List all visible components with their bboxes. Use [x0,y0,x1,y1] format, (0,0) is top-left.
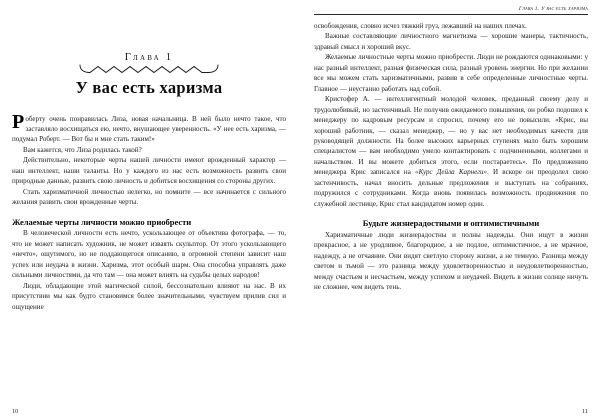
zigzag-ornament-icon [74,63,224,76]
page-number: 11 [582,408,588,415]
page-number: 10 [12,408,19,415]
course-title: «Курс Дейла Карнеги» [415,168,488,177]
paragraph: освобождения, словно исчез тяжкий груз, лежавший на наших плечах. [314,22,527,30]
paragraph: В человеческой личности есть нечто, ускользающее от объектива фотографа, — то, что не может написать художник, не может изваять скульптор. От этого ускользающего «нечто», ощутимого, но не поддающегося описанию, в огромной степени зависит наш успех или неудача в жизни. Харизма, этот особый шарм. Она способна управлять даже сильными личностями, да что там — она может влиять на судьбы целых народов! [12,229,286,280]
right-page [300,0,600,420]
paragraph-story [314,94,588,209]
section-heading: Желаемые черты личности можно приобрести [12,216,192,227]
paragraph: Желаемые личностные черты можно приобрести. Люди не рождаются одинаковыми: у нас разный интеллект, разная физическая сила, разный уровень энергии. Но при желании все мы можем стать харизматичными, развив в себе определенные личностные черты. Главное — неустанно работать над собой. [314,53,588,93]
chapter-label: Глава 1 [124,52,174,63]
story-text-part2: . И вскоре он преодолел свою застенчивость, начал вносить дельные предложения и выступать на собраниях, подружился с сотрудниками. Когда вновь появилась возможность продвижения по служебной лестнице, Крис стал кандидатом номер один. [314,168,588,208]
paragraph: Вам кажется, что Лиза родилась такой? [23,145,142,154]
paragraph: Стать харизматичной личностью нелегко, но помните — все начинается с сильного желания развить свои врожденные черты. [12,187,286,207]
chapter-title: У вас есть харизма [75,77,223,97]
chapter-opener [12,52,286,98]
story-text-part1: Кристофер А. — интеллигентный молодой человек, преданный своему делу и трудолюбивый, но застенчивый. Не получив ожидаемого повышения, он робко подошел к менеджеру по кадровым ресурсам и спросил, почему его не повысили. «Крис, вы хороший работник, — сказал менеджер, — но у вас нет необходимых качеств для руководящей должности. На более высоких карьерных ступенях мало быть хорошим специалистом — вам необходимо умело контактировать с подчиненными, коллегами и начальством. И вы можете добиться этого, если постараетесь». По предложению менеджера Крис записался на [314,95,588,177]
running-header: Глава 1. У вас есть харизма [314,6,588,15]
paragraph: Люди, обладающие этой магической силой, бессознательно влияют на нас. В их присутствии мы как будто становимся более значительными, чувствуем прилив сил и ощущение [12,281,286,311]
paragraph: Важные составляющие личностного магнетизма — хорошие манеры, тактичность, здравый смысл и хороший вкус. [314,32,588,51]
paragraph: Роберту очень понравилась Лиза, новая начальница. В ней было нечто такое, что заставляло восхищаться ею, нечто, внушающее уверенность. «У нее есть харизма, — подумал Роберт. — Вот бы и мне стать таким!» [12,110,286,144]
section-heading: Будьте жизнерадостными и оптимистичными [362,218,540,229]
paragraph: Харизматичные люди жизнерадостны и полны надежды. Они ищут в жизни прекрасное, а не уродливое, благородное, а не подлое, оптимистичное, а не мрачное, надежду, а не отчаяние. Они видят светлую сторону жизни, а не темную. Разница между светом и тьмой — это разница между удовлетворенностью и неудовлетворенностью, между счастьем и несчастьем, между успехом и неудачей. Видеть в жизни солнце ничуть не сложнее, чем видеть тень. [314,230,588,292]
paragraph: Действительно, некоторые черты нашей личности имеют врожденный характер — наш интеллект, наши таланты. Но у каждого из нас есть возможность развить свои природные данные, развить свою личность и добиться восхищения со стороны других. [12,156,286,186]
